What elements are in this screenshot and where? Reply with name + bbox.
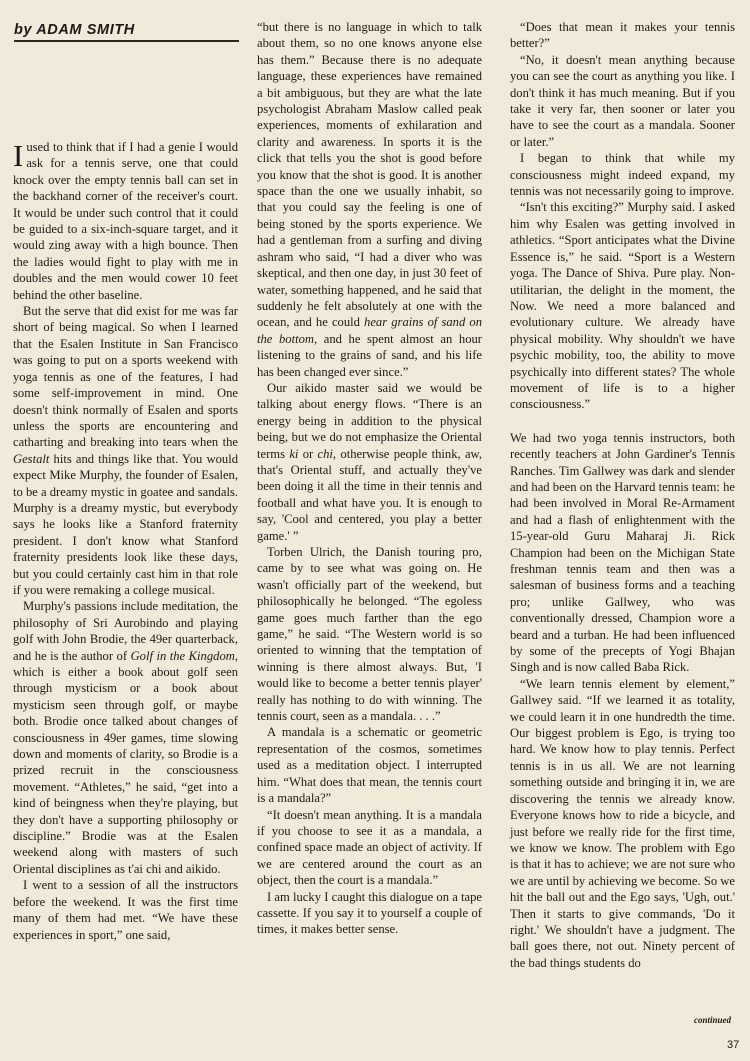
paragraph-mandala: A mandala is a schematic or geometric representation of the cosmos, sometimes used as a meditation object. I interrupted him. “What does that mean, the tennis court is a mandala?” (257, 725, 482, 806)
italic-term: Gestalt (13, 451, 50, 466)
paragraph-instructors: We had two yoga tennis instructors, both recently teachers at John Gardiner's Tennis Ranches. Tim Gallwey was dark and slender and had been on the Harvard tennis team: he had been involved in Moral Re-Armament and had a flash of enlightenment with the 15-year-old Guru Maharaj Ji. Rick Champion had been on the Michigan State freshman tennis team and then was a salesman of business forms and a teaching pro; unlike Gallwey, who was conventionally dressed, Champion wore a beard and a turban. He had been influenced by some of the precepts of Yogi Bhajan Singh and is now called Baba Rick. (510, 430, 735, 675)
text-run: and he spent almost an hour listening to the grains of sand, and his life has been changed ever since.” (257, 331, 482, 379)
byline-prefix: by (14, 22, 33, 38)
text-run: which is either a book about golf seen through mysticism or a book about mysticism seen through golf, or maybe both. Brodie once talked about changes of consciousness in 49er games, time slowing down and moments of clarity, so Brodie is a prized recruit in the consciousness movement. “Athletes,” he said, “get into a kind of beingness when they're playing, but they don't have a supporting philosophy or discipline.” Brodie was at the Esalen weekend along with masters of such Oriental disciplines as t'ai chi and aikido. (13, 665, 238, 876)
paragraph-mandala-answer: “It doesn't mean anything. It is a mandala if you choose to see it as a mandala, a confined space made an object of activity. If we are centered around the court as an object, then the court is a mandala.” (257, 807, 482, 888)
italic-phrase: hear grains of sand on the bottom, (257, 315, 482, 346)
column-rule-left (14, 40, 239, 42)
text-run: But the serve that did exist for me was far short of being magical. So when I learned that the Esalen Institute in San Francisco was going to put on a sports weekend with yoga tennis as one of the features, I had some self-improvement in mind. One doesn't think normally of Esalen and sports unless the sports are encountering and catharting and breaking into tears when the (13, 304, 238, 450)
paragraph-question: “Does that mean it makes your tennis better?” (510, 20, 735, 51)
paragraph-session: I went to a session of all the instructors before the weekend. It was the first time many of them had met. “We have these experiences in sport,” one said, (13, 878, 238, 942)
paragraph-language (257, 19, 482, 380)
paragraph-aikido (257, 380, 482, 544)
byline-author: ADAM SMITH (36, 22, 135, 38)
text-run: “but there is no language in which to talk about them, so no one knows anyone else has them.” Because there is no adequate language, these experiences have remained a bit ambiguous, but they are what the late psychologist Abraham Maslow called peak experiences, moments of exhilaration and clarity and awareness. In sports it is the click that tells you the shot is good before you know that the shot is good. It is another space than the one we usually inhabit, so that you could say the feeling is one of being stoned by the sports experience. We had a gentleman from a surfing and diving ashram who said, “I had a diver who was skeptical, and then one day, in just 30 feet of water, something happened, and he said that suddenly he felt absolutely at one with the ocean, and he could (257, 20, 482, 330)
text-run: Our aikido master said we would be talking about energy flows. “There is an energy being in addition to the physical being, but we do not emphasize the Oriental terms (257, 380, 482, 461)
paragraph-murphy (13, 598, 238, 877)
paragraph-gallwey: “We learn tennis element by element,” Gallwey said. “If we learned it as totality, we could learn it in one hundredth the time. Our biggest problem is Ego, is trying too hard. We know how to play tennis. Perfect tennis is in us all. We are not learning something outside and bringing it in, we are discovering the tennis we already know. Everyone knows how to ride a bicycle, and just before we really ride for the first time, we know we know. The problem with Ego is that it has to achieve; we are not sure who we are until by achieving we become. So we hit the ball out and the Ego says, 'Ugh, out.' Then it starts to give commands, 'Do it right.' We shouldn't have a judgment. The ball goes there, not out. Ninety percent of the bad things students do (510, 676, 735, 970)
paragraph-answer: “No, it doesn't mean anything because you can see the court as anything you like. I don't think it has much meaning. But if you take it very far, then sooner or later you have to see the court as a mandala. Sooner or later.” (510, 52, 735, 149)
text-run: or (298, 446, 318, 461)
byline (14, 22, 135, 38)
text-run: Murphy's passions include meditation, the philosophy of Sri Aurobindo and playing golf with John Brodie, the 49er quarterback, and he is the author of (13, 599, 238, 663)
paragraph-exciting: “Isn't this exciting?” Murphy said. I asked him why Esalen was getting involved in athletics. “Sport anticipates what the Divine Essence is,” he said. “Sport is a Western yoga. The Dance of Shiva. Pure play. Non-utilitarian, the delight in the moment, the Now. We need a more balanced and evolutionary culture. We already have physical mobility. Why shouldn't we have psychic mobility, too, the ability to move psychically into different states? The whole movement of life is to a higher consciousness.” (510, 200, 735, 412)
paragraph-tape: I am lucky I caught this dialogue on a tape cassette. If you say it to yourself a couple of times, it makes better sense. (257, 889, 482, 937)
italic-term: ki (289, 446, 299, 461)
opening-paragraph (13, 139, 238, 303)
opening-text: used to think that if I had a genie I would ask for a tennis serve, one that could knock over the empty tennis ball can set in the backhand corner of the receiver's court. It would be under such control that it could be guided to a six-inch-square target, and it would zing away with a high bounce. Then the ladies would fight to play with me in doubles and the men would cower 10 feet behind the other baseline. (13, 140, 238, 302)
column-3 (510, 19, 735, 971)
page-number: 37 (727, 1039, 740, 1051)
book-title: Golf in the Kingdom, (130, 648, 238, 663)
paragraph-consciousness: I began to think that while my consciousness might indeed expand, my tennis was not necessarily going to improve. (510, 151, 735, 199)
column-2 (257, 19, 482, 938)
italic-term: chi, (317, 446, 337, 461)
drop-cap: I (13, 138, 24, 173)
text-run: hits and things like that. You would expect Mike Murphy, the founder of Esalen, to be a dreamy mystic in goatee and sandals. Murphy is a dreamy mystic, but everybody says he looks like a Stanford fraternity president. I don't know what Stanford fraternity presidents look like these days, but you could certainly cast him in that role if you were remaking a college musical. (13, 451, 238, 597)
paragraph-serve (13, 303, 238, 598)
text-run: otherwise people think, aw, that's Oriental stuff, and actually they've been doing it all the time in their tennis and football and what have you. It is enough to say, 'Cool and centered, you play a better game.' ” (257, 446, 482, 543)
paragraph-ulrich: Torben Ulrich, the Danish touring pro, came by to see what was going on. He wasn't officially part of the weekend, but philosophically he belonged. “The egoless game goes much farther than the ego game,” he said. “The Western world is so oriented to winning that the temptation of winning is there almost always. But, 'I would like to become a better tennis player' really has nothing to do with winning. The tennis court, seen as a mandala. . . .” (257, 545, 482, 724)
continued-label: continued (694, 1015, 732, 1025)
column-1 (13, 139, 238, 943)
